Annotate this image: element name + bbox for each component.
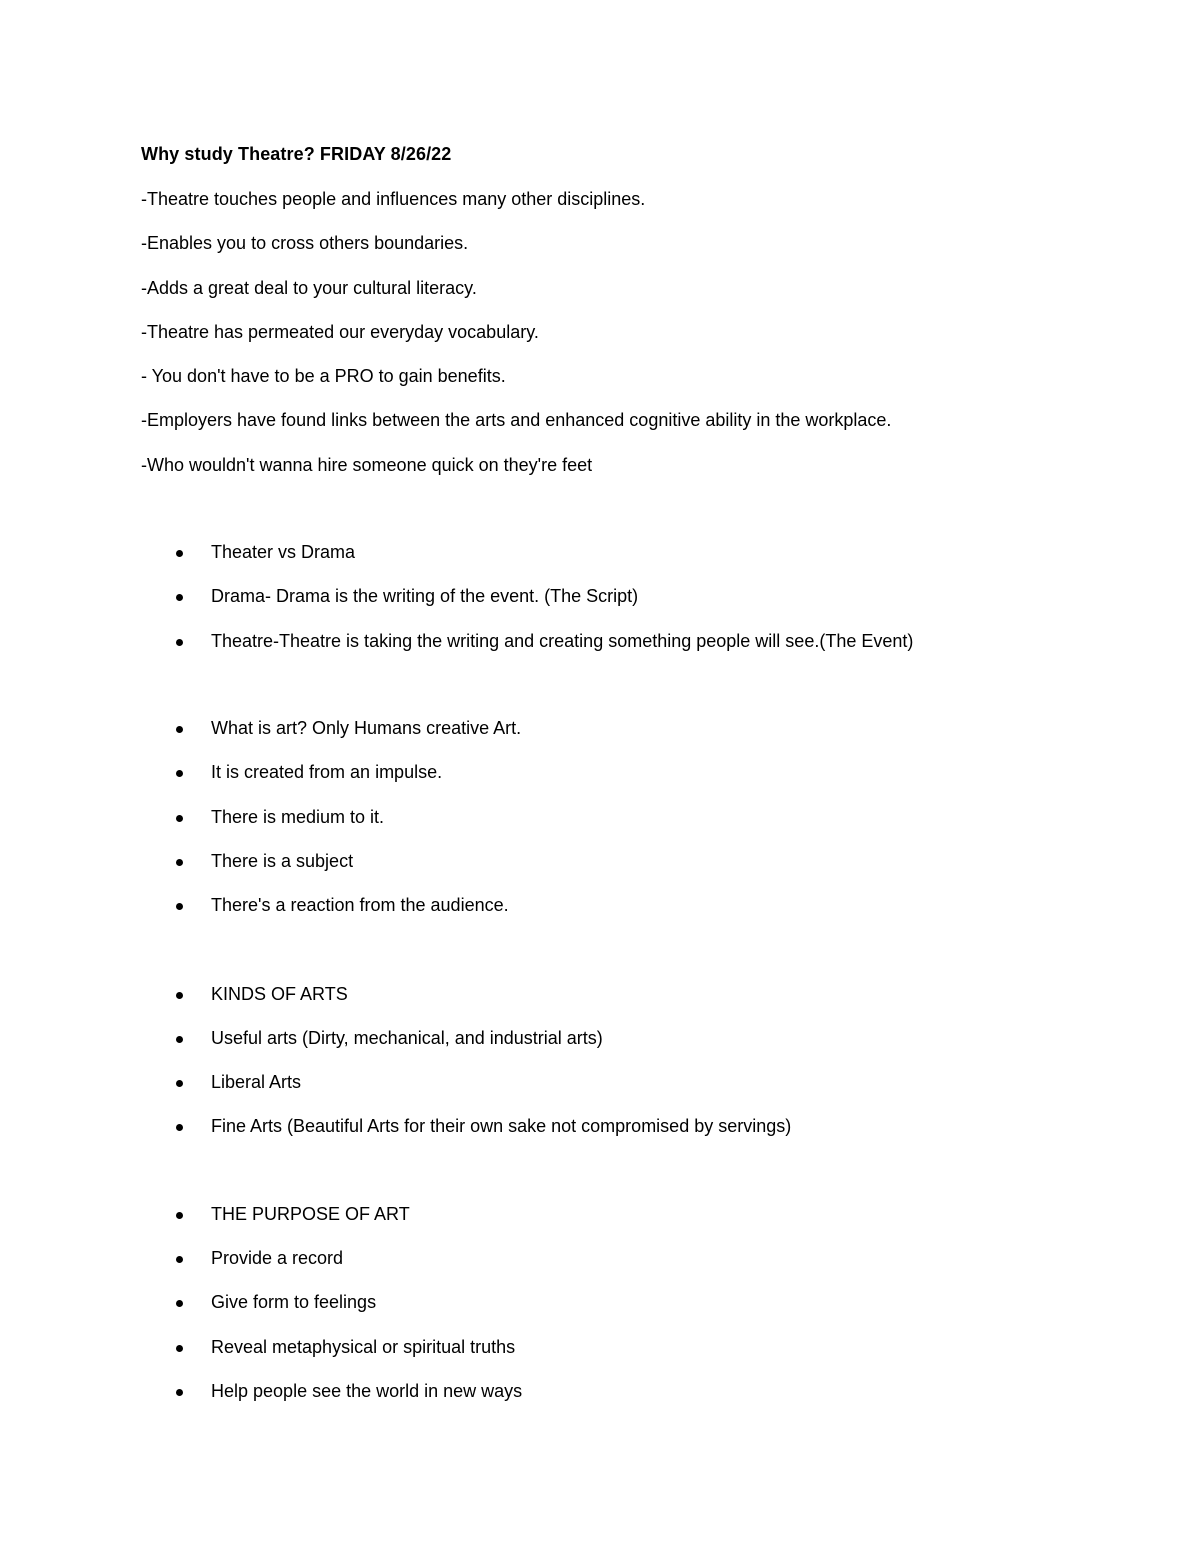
bullet-icon — [176, 1389, 183, 1396]
list-item-text: Liberal Arts — [211, 1072, 302, 1092]
list-item-text: THE PURPOSE OF ART — [211, 1204, 410, 1224]
bullet-icon — [176, 1256, 183, 1263]
list-item-text: Useful arts (Dirty, mechanical, and industrial arts) — [211, 1028, 603, 1048]
paragraph: -Theatre touches people and influences many other disciplines. — [141, 189, 646, 209]
paragraph: -Adds a great deal to your cultural literacy. — [141, 278, 477, 298]
bullet-icon — [176, 1300, 183, 1307]
bullet-icon — [176, 1345, 183, 1352]
list-item-text: Theatre-Theatre is taking the writing and creating something people will see.(The Event) — [211, 631, 914, 651]
list-item-text: Reveal metaphysical or spiritual truths — [211, 1337, 516, 1357]
bullet-icon — [176, 815, 183, 822]
bullet-icon — [176, 726, 183, 733]
paragraph: - You don't have to be a PRO to gain benefits. — [141, 366, 506, 386]
list-item-text: Fine Arts (Beautiful Arts for their own sake not compromised by servings) — [211, 1116, 792, 1136]
list-item-text: It is created from an impulse. — [211, 762, 443, 782]
paragraph: -Enables you to cross others boundaries. — [141, 233, 469, 253]
bullet-icon — [176, 1124, 183, 1131]
list-item-text: Provide a record — [211, 1248, 344, 1268]
list-item-text: There is a subject — [211, 851, 354, 871]
paragraph: -Employers have found links between the arts and enhanced cognitive ability in the workplace. — [141, 410, 892, 430]
bullet-icon — [176, 550, 183, 557]
bullet-icon — [176, 594, 183, 601]
document-title: Why study Theatre? FRIDAY 8/26/22 — [141, 144, 452, 164]
list-item-text: Drama- Drama is the writing of the event. (The Script) — [211, 586, 639, 606]
list-item-text: Theater vs Drama — [211, 542, 356, 562]
list-item-text: What is art? Only Humans creative Art. — [211, 718, 522, 738]
paragraph: -Who wouldn't wanna hire someone quick on they're feet — [141, 455, 593, 475]
list-item-text: KINDS OF ARTS — [211, 984, 348, 1004]
bullet-icon — [176, 903, 183, 910]
bullet-icon — [176, 639, 183, 646]
bullet-icon — [176, 1212, 183, 1219]
bullet-icon — [176, 770, 183, 777]
paragraph: -Theatre has permeated our everyday vocabulary. — [141, 322, 539, 342]
list-item-text: Give form to feelings — [211, 1292, 377, 1312]
bullet-icon — [176, 1036, 183, 1043]
list-item-text: There's a reaction from the audience. — [211, 895, 509, 915]
bullet-icon — [176, 1080, 183, 1087]
list-item-text: There is medium to it. — [211, 807, 385, 827]
list-item-text: Help people see the world in new ways — [211, 1381, 523, 1401]
bullet-icon — [176, 992, 183, 999]
bullet-icon — [176, 859, 183, 866]
